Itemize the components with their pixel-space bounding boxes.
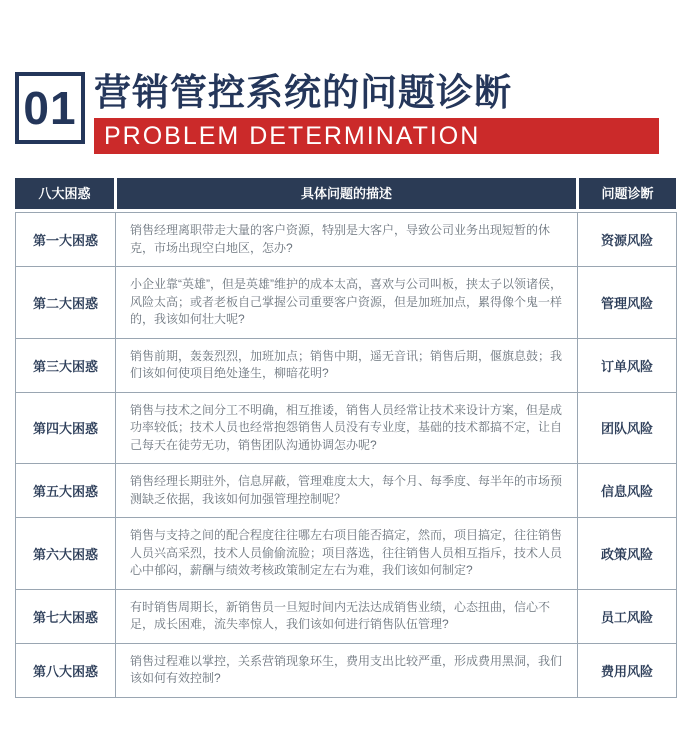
column-header-confusions: 八大困惑: [15, 178, 114, 209]
confusion-label: 第二大困惑: [16, 267, 116, 339]
diagnosis-label: 管理风险: [578, 267, 677, 339]
problem-table: [15, 178, 676, 698]
confusion-label: 第三大困惑: [16, 338, 116, 392]
table-row: [16, 267, 677, 339]
diagnosis-label: 资源风险: [578, 213, 677, 267]
table-body: [15, 212, 677, 698]
diagnosis-label: 员工风险: [578, 589, 677, 643]
problem-description: 销售与支持之间的配合程度往往哪左右项目能否搞定，然而，项目搞定，往往销售人员兴高采烈，技术人员偷偷流脸；项目落选，往往销售人员相互指斥，技术人员心中郁闷，薪酬与绩效考核政策制定左右为难，我们该如何制定?: [116, 518, 578, 590]
problem-description: 销售前期，轰轰烈烈，加班加点；销售中期，遥无音讯；销售后期，偃旗息鼓；我们该如何使项目绝处逢生，柳暗花明?: [116, 338, 578, 392]
diagnosis-label: 团队风险: [578, 392, 677, 464]
column-header-diagnosis: 问题诊断: [579, 178, 676, 209]
confusion-label: 第五大困惑: [16, 464, 116, 518]
diagnosis-label: 政策风险: [578, 518, 677, 590]
confusion-label: 第八大困惑: [16, 643, 116, 697]
table-row: [16, 392, 677, 464]
diagnosis-label: 订单风险: [578, 338, 677, 392]
column-header-description: 具体问题的描述: [117, 178, 576, 209]
diagnosis-label: 费用风险: [578, 643, 677, 697]
table-row: [16, 643, 677, 697]
header-titles: [94, 72, 675, 154]
confusion-label: 第四大困惑: [16, 392, 116, 464]
problem-description: 销售过程难以掌控，关系营销现象环生，费用支出比较严重，形成费用黑洞，我们该如何有效控制?: [116, 643, 578, 697]
confusion-label: 第六大困惑: [16, 518, 116, 590]
table-row: [16, 589, 677, 643]
page-header: [15, 72, 675, 154]
table-row: [16, 464, 677, 518]
diagnosis-label: 信息风险: [578, 464, 677, 518]
section-number: 01: [15, 72, 85, 144]
problem-description: 销售经理长期驻外，信息屏蔽，管理难度太大，每个月、每季度、每半年的市场预测缺乏依据，我该如何加强管理控制呢？: [116, 464, 578, 518]
subtitle-banner: PROBLEM DETERMINATION: [94, 118, 659, 154]
confusion-label: 第一大困惑: [16, 213, 116, 267]
problem-description: 小企业靠“英雄”，但是英雄”维护的成本太高，喜欢与公司叫板，挟太子以领诸侯，风险太高；或者老板自己掌握公司重要客户资源，但是加班加点，累得像个鬼一样的，我该如何壮大呢?: [116, 267, 578, 339]
table-header-row: [15, 178, 676, 209]
table-row: [16, 213, 677, 267]
problem-description: 销售与技术之间分工不明确，相互推诿，销售人员经常让技术来设计方案，但是成功率较低；技术人员也经常抱怨销售人员没有专业度，基础的技术都搞不定，让自己每天在徒劳无功，销售团队沟通协调怎办呢?: [116, 392, 578, 464]
problem-description: 销售经理离职带走大量的客户资源，特别是大客户，导致公司业务出现短暂的休克，市场出现空白地区，怎办?: [116, 213, 578, 267]
table-row: [16, 518, 677, 590]
problem-description: 有时销售周期长，新销售员一旦短时间内无法达成销售业绩，心态扭曲，信心不足，成长困难，流失率惊人，我们该如何进行销售队伍管理?: [116, 589, 578, 643]
confusion-label: 第七大困惑: [16, 589, 116, 643]
table-row: [16, 338, 677, 392]
page-title: 营销管控系统的问题诊断: [94, 72, 512, 113]
